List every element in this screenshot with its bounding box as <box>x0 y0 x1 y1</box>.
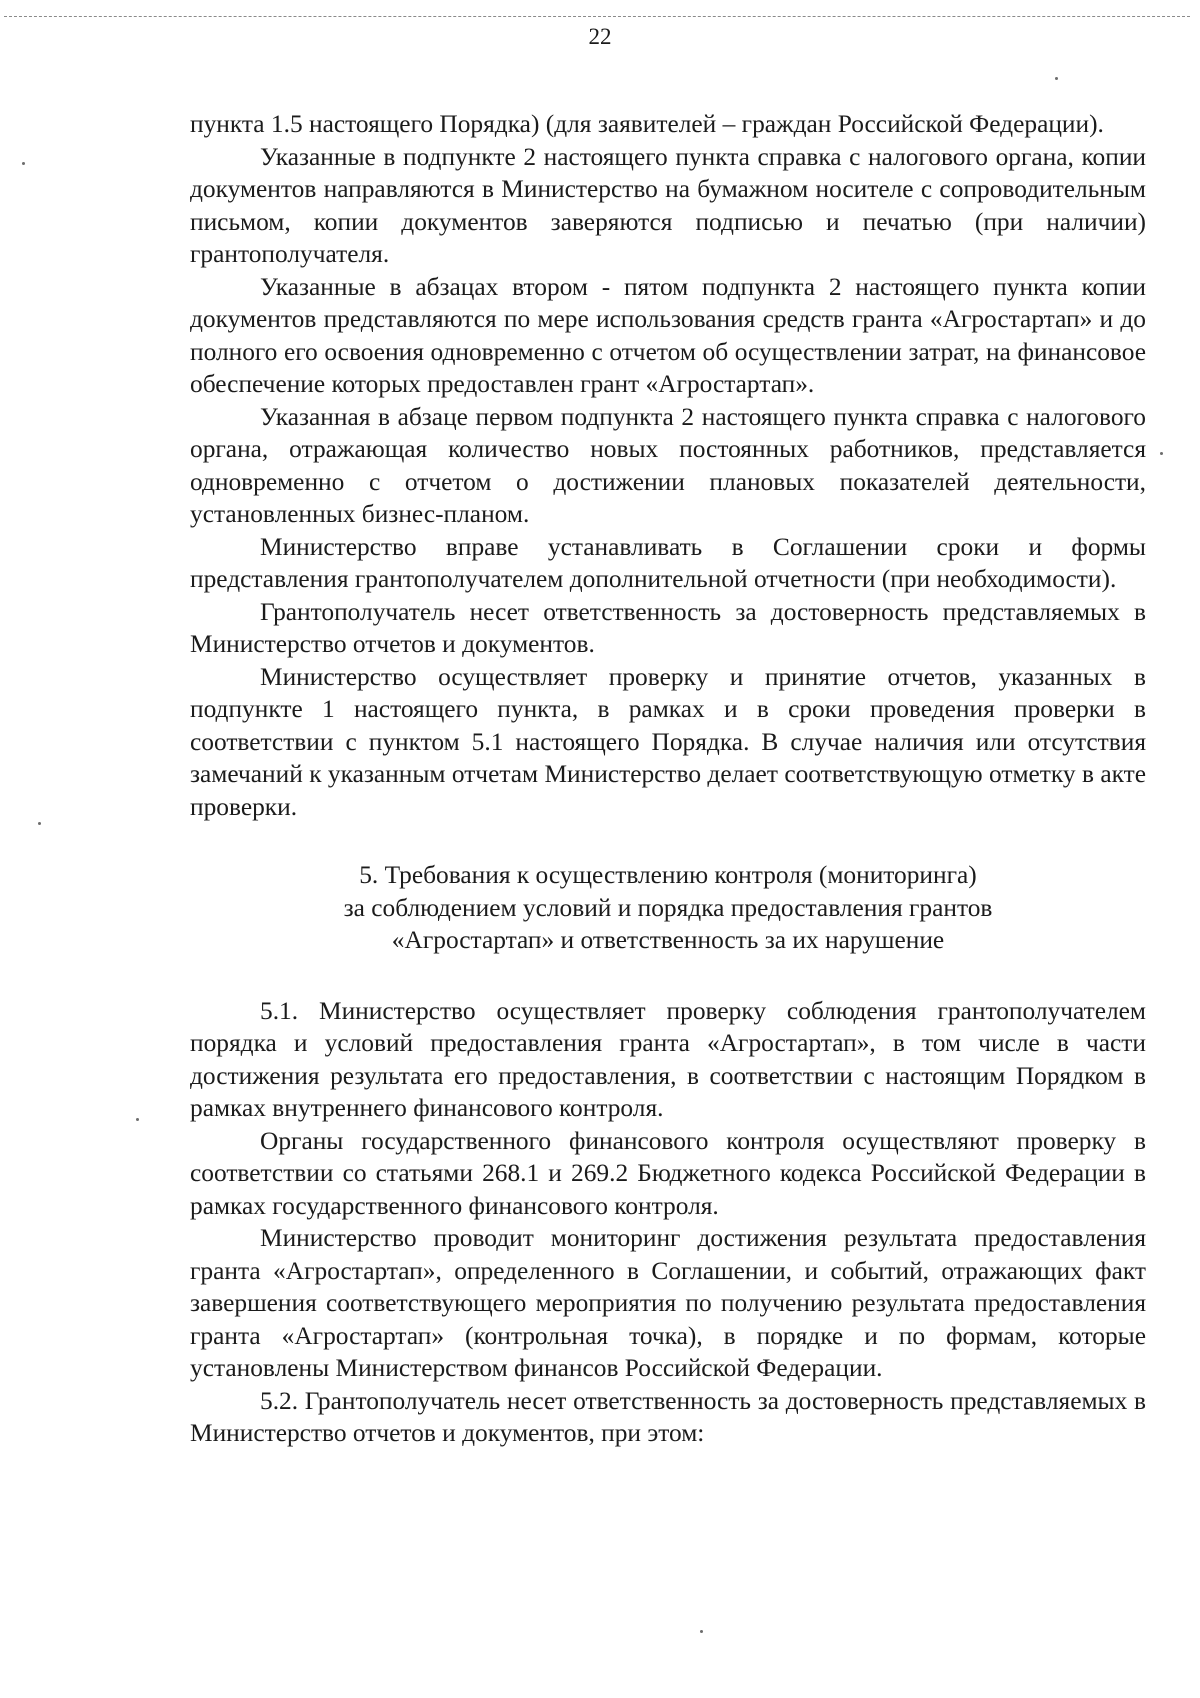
page-number: 22 <box>588 24 612 49</box>
scan-speck <box>1055 77 1058 80</box>
scan-speck <box>700 1630 703 1633</box>
scan-speck <box>136 1118 139 1121</box>
scan-speck <box>38 822 41 825</box>
paragraph: Указанные в абзацах втором - пятом подпункта 2 настоящего пункта копии документов представляются по мере использования средств гранта «Агростартап» и до полного его освоения одновременно с отчетом об осуществлении затрат, на финансовое обеспечение которых предоставлен грант «Агростартап». <box>190 272 1146 398</box>
paragraph: Указанная в абзаце первом подпункта 2 настоящего пункта справка с налогового органа, отражающая количество новых постоянных работников, представляется одновременно с отчетом о достижении плановых показателей деятельности, установленных бизнес-планом. <box>190 402 1146 528</box>
section-heading-line: 5. Требования к осуществлению контроля (мониторинга) <box>359 861 977 889</box>
paragraph: 5.2. Грантополучатель несет ответственность за достоверность представляемых в Министерство отчетов и документов, при этом: <box>190 1386 1146 1447</box>
scan-speck <box>1160 452 1163 455</box>
paragraph: Министерство вправе устанавливать в Соглашении сроки и формы представления грантополучателем дополнительной отчетности (при необходимости). <box>190 532 1146 593</box>
section-heading <box>190 859 1146 957</box>
paragraph: Указанные в подпункте 2 настоящего пункта справка с налогового органа, копии документов направляются в Министерство на бумажном носителе с сопроводительным письмом, копии документов заверяются подписью и печатью (при наличии) грантополучателя. <box>190 142 1146 268</box>
paragraph: Грантополучатель несет ответственность за достоверность представляемых в Министерство отчетов и документов. <box>190 597 1146 658</box>
page-top-rule <box>4 16 1190 17</box>
document-body <box>190 108 1146 1450</box>
paragraph-continued: пункта 1.5 настоящего Порядка) (для заявителей – граждан Российской Федерации). <box>190 110 1104 138</box>
paragraph: 5.1. Министерство осуществляет проверку соблюдения грантополучателем порядка и условий предоставления гранта «Агростартап», в том числе в части достижения результата его предоставления, в соответствии с настоящим Порядком в рамках внутреннего финансового контроля. <box>190 996 1146 1122</box>
section-heading-line: «Агростартап» и ответственность за их нарушение <box>391 926 945 954</box>
paragraph: Министерство проводит мониторинг достижения результата предоставления гранта «Агростартап», определенного в Соглашении, и событий, отражающих факт завершения соответствующего мероприятия по получению результата предоставления гранта «Агростартап» (контрольная точка), в порядке и по формам, которые установлены Министерством финансов Российской Федерации. <box>190 1224 1146 1382</box>
paragraph: Органы государственного финансового контроля осуществляют проверку в соответствии со статьями 268.1 и 269.2 Бюджетного кодекса Российской Федерации в рамках государственного финансового контроля. <box>190 1126 1146 1220</box>
scan-speck <box>22 162 25 165</box>
section-heading-line: за соблюдением условий и порядка предоставления грантов <box>343 893 993 922</box>
paragraph: Министерство осуществляет проверку и принятие отчетов, указанных в подпункте 1 настоящего пункта, в рамках и в сроки проведения проверки в соответствии с пунктом 5.1 настоящего Порядка. В случае наличия или отсутствия замечаний к указанным отчетам Министерство делает соответствующую отметку в акте проверки. <box>190 662 1146 821</box>
